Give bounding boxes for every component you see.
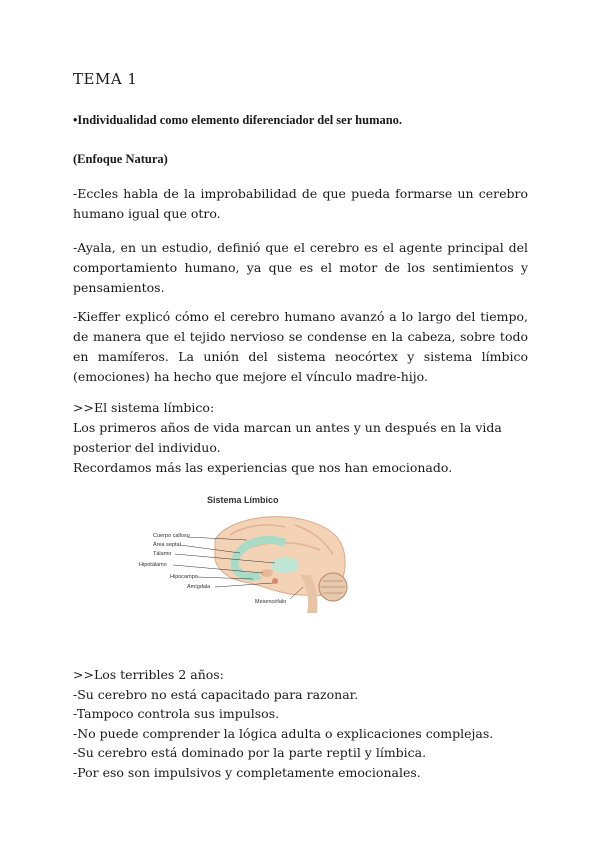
figure-label: Amígdala: [187, 584, 211, 590]
list-item: -Tampoco controla sus impulsos.: [73, 706, 280, 721]
list-item: -No puede comprender la lógica adulta o explicaciones complejas.: [73, 725, 494, 741]
list-item: -Por eso son impulsivos y completamente emocionales.: [73, 764, 421, 780]
limbic-text: Recordamos más las experiencias que nos han emocionado.: [73, 460, 453, 475]
paragraph-eccles: [73, 184, 528, 224]
limbic-text: Los primeros años de vida marcan un antes y un después en la vida posterior del individuo.: [73, 420, 502, 455]
list-item: -Su cerebro está dominado por la parte reptil y límbica.: [73, 745, 427, 760]
page-title: TEMA 1: [73, 70, 138, 88]
figure-label: Hipocampo: [170, 574, 198, 580]
limbic-system-figure: [135, 495, 350, 615]
paragraph-text: -Eccles habla de la improbabilidad de que pueda formarse un cerebro humano igual que otro.: [73, 186, 528, 221]
limbic-heading: >>El sistema límbico:: [73, 400, 215, 415]
paragraph-ayala: [73, 238, 528, 298]
paragraph-kieffer: [73, 307, 528, 387]
figure-label: Hipotálamo: [139, 562, 167, 568]
figure-label: Tálamo: [153, 551, 172, 557]
section-subheading: (Enfoque Natura): [73, 152, 168, 166]
figure-label: Cuerpo calloso: [153, 533, 190, 539]
section-heading: •Individualidad como elemento diferenciador del ser humano.: [73, 113, 403, 127]
figure-title: Sistema Límbico: [207, 495, 279, 505]
figure-label: Área septal: [153, 542, 181, 548]
paragraph-text: -Ayala, en un estudio, definió que el cerebro es el agente principal del comportamiento humano, ya que es el motor de los sentimientos y pensamientos.: [73, 240, 528, 295]
list-item: -Su cerebro no está capacitado para razonar.: [73, 686, 359, 702]
terribles-section: [73, 665, 528, 782]
limbic-section: [73, 398, 528, 478]
figure-label: Mesencéfalo: [255, 599, 287, 605]
terribles-heading: >>Los terribles 2 años:: [73, 667, 224, 682]
thalamus-shape: [271, 557, 299, 573]
paragraph-text: -Kieffer explicó cómo el cerebro humano avanzó a lo largo del tiempo, de manera que el tejido nervioso se condense en la cabeza, sobre todo en mamíferos. La unión del sistema neocórtex y sistema límbico (emociones) ha hecho que mejore el vínculo madre-hijo.: [73, 309, 528, 384]
